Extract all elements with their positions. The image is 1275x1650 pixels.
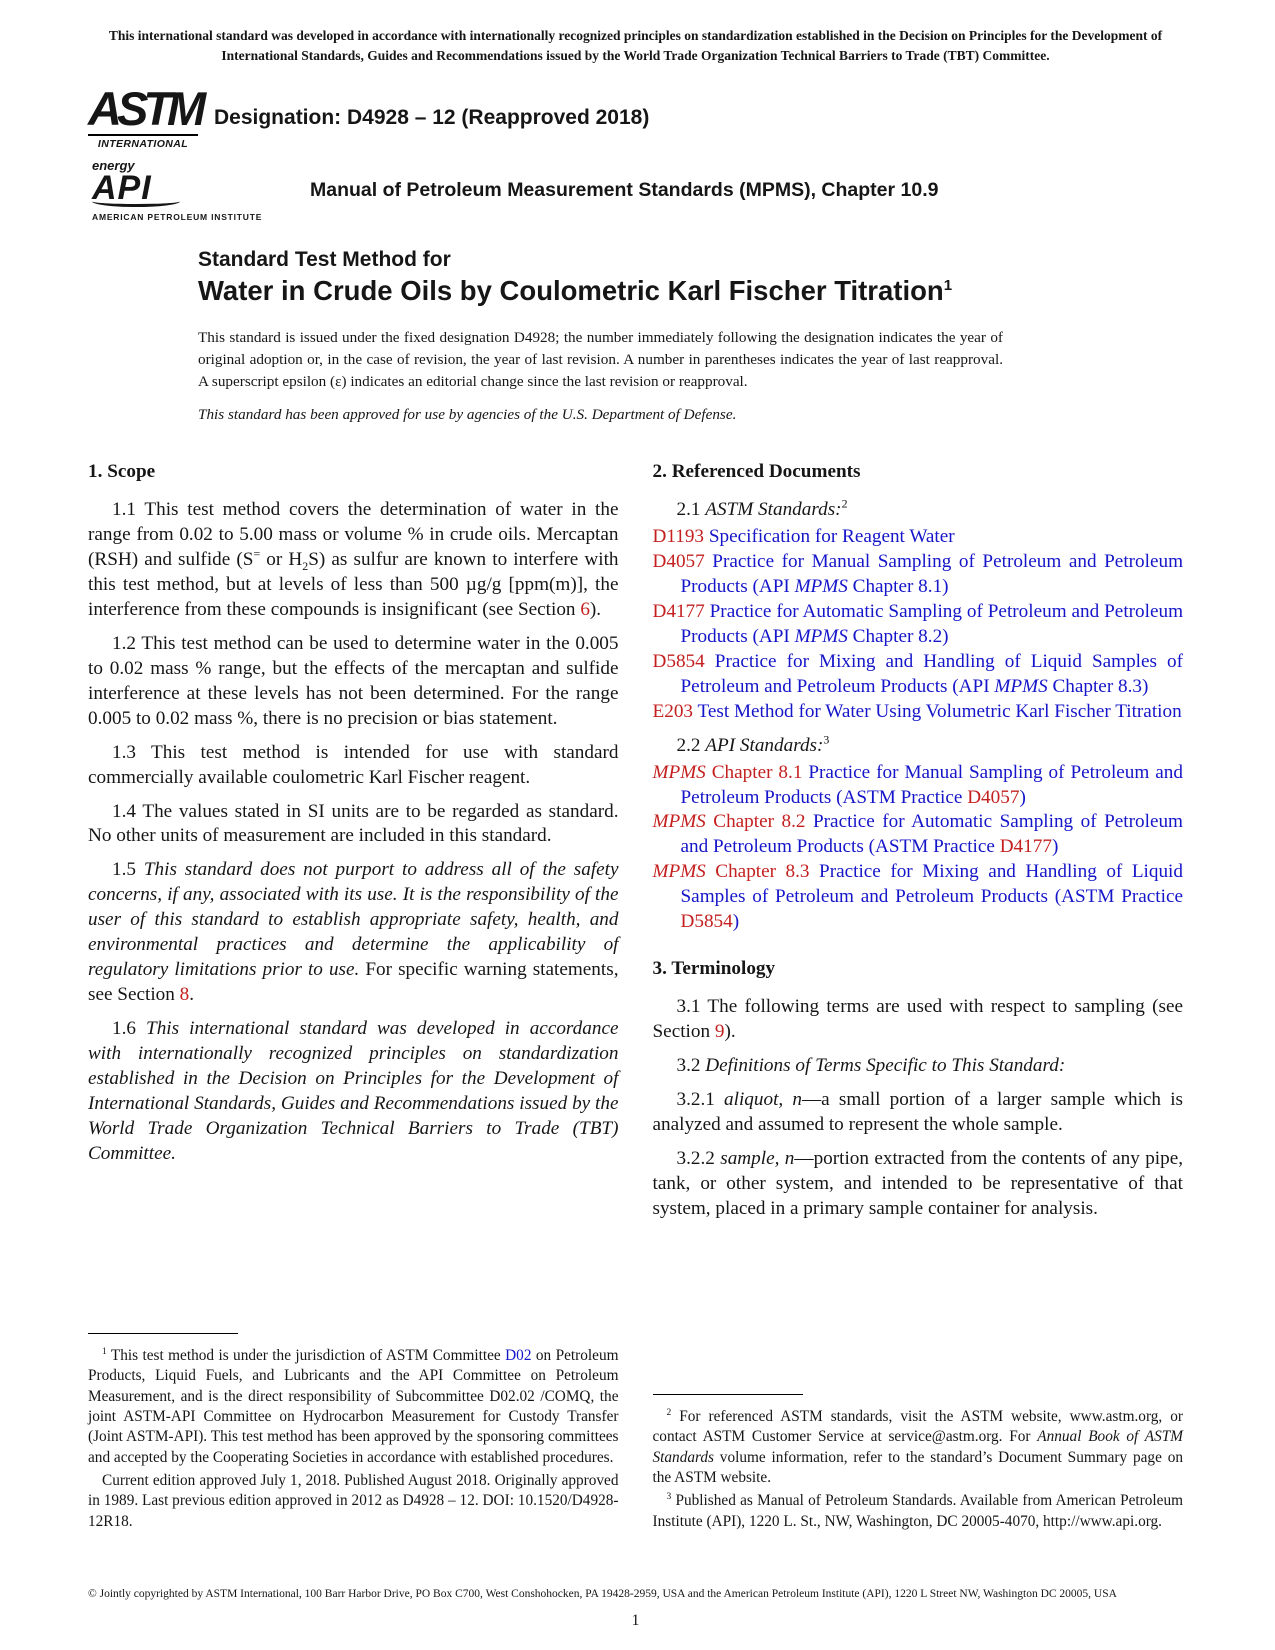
- hyperlink[interactable]: D5854: [680, 911, 733, 933]
- text-segment: 3.2.2: [676, 1147, 721, 1169]
- text-segment: =: [253, 546, 261, 561]
- api-row: [88, 158, 1183, 223]
- text-segment: S) as sulfur are known to interfere with this test method, but at levels of less than 500 µg/g [ppm(m)], the interference from these compounds is insignificant (see Section: [88, 548, 619, 620]
- reference-item-d4057: [653, 550, 1184, 600]
- wto-disclaimer: This international standard was developed in accordance with internationally recognized principles on standardization established in the Decision on Principles for the Development of International Standards, Guides and Recommendations issued by the World Trade Organization Technical Barriers to Trade (TBT) Committee.: [108, 28, 1163, 63]
- text-segment: 1.4 The values stated in SI units are to be regarded as standard. No other units of measurement are included in this standard.: [88, 800, 619, 847]
- two-column-body: [88, 460, 1183, 1532]
- api-logo: [88, 158, 290, 223]
- text-segment: sample, n: [720, 1147, 795, 1169]
- footnote-2: [653, 1407, 1184, 1488]
- footnote-1-continued: [88, 1471, 619, 1532]
- hyperlink[interactable]: MPMS: [652, 861, 706, 883]
- section-heading-referenced-documents: 2. Referenced Documents: [652, 461, 861, 483]
- hyperlink[interactable]: MPMS: [794, 625, 848, 647]
- hyperlink[interactable]: D5854: [652, 650, 705, 672]
- text-segment: 3: [666, 1492, 672, 1503]
- text-segment: API Standards:: [705, 734, 824, 756]
- hyperlink[interactable]: Practice for Manual Sampling of Petroleum and Petroleum Products (API: [680, 550, 1183, 597]
- paragraph-3-2-2: [653, 1147, 1184, 1222]
- text-segment: Definitions of Terms Specific to This Standard:: [705, 1055, 1066, 1077]
- reference-item-d5854: [653, 650, 1184, 700]
- paragraph-2-1: [653, 498, 1184, 523]
- document-title-text: Water in Crude Oils by Coulometric Karl Fischer Titration: [198, 275, 944, 307]
- hyperlink[interactable]: Chapter 8.3): [1047, 675, 1149, 697]
- hyperlink[interactable]: MPMS: [794, 575, 848, 597]
- reference-item-d4177: [653, 600, 1184, 650]
- designation-text: Designation: D4928 – 12 (Reapproved 2018): [214, 106, 650, 130]
- hyperlink[interactable]: Chapter 8.3: [705, 861, 810, 883]
- hyperlink[interactable]: ): [1019, 786, 1026, 808]
- mpms-chapter-line: Manual of Petroleum Measurement Standards (MPMS), Chapter 10.9: [310, 178, 939, 201]
- hyperlink[interactable]: Practice for Mixing and Handling of Liquid Samples of Petroleum and Petroleum Products (ASTM Practice: [680, 861, 1183, 908]
- paragraph-3-1: [653, 995, 1184, 1045]
- text-segment: 2.1: [676, 499, 706, 521]
- hyperlink[interactable]: D4057: [967, 786, 1020, 808]
- text-segment: Annual Book of ASTM Standards: [652, 1428, 1183, 1466]
- title-prefix: Standard Test Method for: [198, 248, 451, 272]
- text-segment: .: [189, 984, 195, 1006]
- hyperlink[interactable]: Practice for Automatic Sampling of Petroleum and Petroleum Products (ASTM Practice: [680, 811, 1183, 858]
- text-segment: volume information, refer to the standard’s Document Summary page on the ASTM website.: [652, 1448, 1183, 1487]
- footnote-divider-right: [653, 1394, 803, 1395]
- text-segment: 3.1 The following terms are used with respect to sampling (see Section: [652, 996, 1183, 1043]
- footnote-3: [653, 1491, 1184, 1532]
- astm-logo-subtext: INTERNATIONAL: [88, 134, 198, 150]
- hyperlink[interactable]: MPMS: [652, 761, 706, 783]
- text-segment: or H: [260, 548, 303, 570]
- text-segment: For referenced ASTM standards, visit the ASTM website, www.astm.org, or contact ASTM Customer Service at service@astm.org. For: [652, 1408, 1183, 1446]
- document-title: [198, 275, 1183, 307]
- designation-row: [88, 82, 1183, 150]
- hyperlink[interactable]: E203: [652, 700, 694, 722]
- text-segment: For specific warning statements, see Section: [88, 959, 619, 1006]
- paragraph-1-4: [88, 800, 619, 850]
- hyperlink[interactable]: ): [1051, 836, 1059, 858]
- reference-item-mpms-8-3: [653, 860, 1184, 935]
- paragraph-3-2: [653, 1054, 1184, 1079]
- paragraph-1-2: [88, 632, 619, 732]
- text-segment: 1.1 This test method covers the determination of water in the range from 0.02 to 5.00 mass or volume % in crude oils. Mercaptan (RSH) and sulfide (S: [88, 499, 619, 570]
- copyright-line: © Jointly copyrighted by ASTM International, 100 Barr Harbor Drive, PO Box C700, West Conshohocken, PA 19428-2959, USA and the American Petroleum Institute (API), 1220 L Street NW, Washington DC 20005, USA: [88, 1588, 1117, 1600]
- reference-item-d1193: [653, 525, 1184, 550]
- astm-reference-list: [653, 525, 1184, 725]
- text-segment: —portion extracted from the contents of any pipe, tank, or other system, and intended to be representative of that system, placed in a primary sample container for analysis.: [652, 1147, 1184, 1219]
- paragraph-2-2: [653, 734, 1184, 759]
- hyperlink[interactable]: MPMS: [652, 811, 706, 833]
- text-segment: —a small portion of a larger sample which is analyzed and assumed to represent the whole sample.: [652, 1089, 1183, 1136]
- page-footer: [88, 1588, 1183, 1630]
- hyperlink[interactable]: 9: [714, 1021, 725, 1043]
- footnote-1: [88, 1346, 619, 1468]
- text-segment: 3: [823, 732, 830, 747]
- paragraph-1-3: [88, 741, 619, 791]
- api-logo-text: API: [92, 168, 152, 207]
- hyperlink[interactable]: Chapter 8.2: [705, 811, 806, 833]
- reference-item-mpms-8-1: [653, 761, 1184, 811]
- footnote-block-left: [88, 1307, 619, 1532]
- hyperlink[interactable]: Chapter 8.1): [847, 575, 949, 597]
- paragraph-1-1: [88, 498, 619, 623]
- text-segment: Published as Manual of Petroleum Standards. Available from American Petroleum Institute (API), 1220 L. St., NW, Washington, DC 20005-4070, http://www.api.org.: [652, 1492, 1183, 1530]
- text-segment: This test method is under the jurisdiction of ASTM Committee: [106, 1347, 506, 1364]
- hyperlink[interactable]: D4177: [652, 600, 705, 622]
- footnote-block-right: [653, 1368, 1184, 1532]
- title-block: [198, 248, 1183, 307]
- hyperlink[interactable]: Test Method for Water Using Volumetric Karl Fischer Titration: [693, 700, 1182, 722]
- text-segment: on Petroleum Products, Liquid Fuels, and Lubricants and the API Committee on Petroleum Measurement, and is the direct responsibility of Subcommittee D02.02 /COMQ, the joint ASTM-API Committee on Hydrocarbon Measurement for Custody Transfer (Joint ASTM-API). This test method has been approved by the sponsoring committees and accepted by the Cooperating Societies in accordance with established procedures.: [88, 1347, 619, 1466]
- text-segment: aliquot, n: [724, 1089, 802, 1111]
- hyperlink[interactable]: D02: [505, 1347, 532, 1364]
- text-segment: 1: [102, 1346, 107, 1357]
- issuance-note: This standard is issued under the fixed designation D4928; the number immediately following the designation indicates the year of original adoption or, in the case of revision, the year of last revision. A number in parentheses indicates the year of last reapproval. A superscript epsilon (ε) indicates an editorial change since the last revision or reapproval.: [198, 329, 1003, 390]
- api-logo-subtext: AMERICAN PETROLEUM INSTITUTE: [92, 212, 263, 223]
- paragraph-3-2-1: [653, 1088, 1184, 1138]
- text-segment: 2.2: [676, 734, 706, 756]
- text-segment: 3.2.1: [676, 1089, 725, 1111]
- text-segment: 1.5: [112, 859, 144, 881]
- hyperlink[interactable]: Specification for Reagent Water: [704, 526, 955, 547]
- paragraph-1-5: [88, 858, 619, 1008]
- page-number: 1: [631, 1612, 640, 1629]
- text-segment: ).: [589, 598, 602, 620]
- right-column: [653, 460, 1184, 1532]
- hyperlink[interactable]: Chapter 8.1: [705, 761, 803, 783]
- left-column: [88, 460, 619, 1532]
- hyperlink[interactable]: MPMS: [994, 675, 1048, 697]
- dod-approval-note: This standard has been approved for use by agencies of the U.S. Department of Defense.: [198, 406, 737, 424]
- hyperlink[interactable]: 6: [580, 598, 590, 620]
- section-heading-terminology: 3. Terminology: [652, 958, 776, 980]
- api-logo-energy-text: energy: [92, 157, 135, 173]
- footnote-divider-left: [88, 1333, 238, 1334]
- text-segment: 2: [841, 496, 848, 511]
- hyperlink[interactable]: Practice for Automatic Sampling of Petroleum and Petroleum Products (API: [680, 600, 1183, 647]
- text-segment: 1.6: [112, 1018, 147, 1040]
- api-reference-list: [653, 761, 1184, 936]
- hyperlink[interactable]: Practice for Manual Sampling of Petroleum and Petroleum Products (ASTM Practice: [680, 761, 1183, 808]
- hyperlink[interactable]: ): [732, 911, 740, 933]
- text-segment: This international standard was developed in accordance with internationally recognized principles on standardization established in the Decision on Principles for the Development of International Standards, Guides and Recommendations issued by the World Trade Organization Technical Barriers to Trade (TBT) Committee.: [88, 1018, 619, 1164]
- text-segment: 3.2: [676, 1055, 706, 1077]
- hyperlink[interactable]: Practice for Mixing and Handling of Liquid Samples of Petroleum and Petroleum Products (API: [680, 650, 1183, 697]
- paragraph-1-6: [88, 1017, 619, 1167]
- text-segment: 2: [666, 1407, 672, 1418]
- hyperlink[interactable]: Chapter 8.2): [847, 625, 949, 647]
- title-footnote-ref: 1: [943, 277, 953, 295]
- reference-item-mpms-8-2: [653, 810, 1184, 860]
- text-segment: 1.2 This test method can be used to determine water in the 0.005 to 0.02 mass % range, but the effects of the mercaptan and sulfide interference at these levels has not been determined. For the range 0.005 to 0.02 mass %, there is no precision or bias statement.: [88, 632, 619, 729]
- text-segment: ASTM Standards:: [705, 499, 842, 521]
- section-heading-scope: 1. Scope: [88, 461, 156, 483]
- hyperlink[interactable]: D1193: [652, 526, 705, 547]
- hyperlink[interactable]: 8: [179, 984, 190, 1006]
- text-segment: This standard does not purport to address all of the safety concerns, if any, associated with its use. It is the responsibility of the user of this standard to establish appropriate safety, health, and environmental practices and determine the applicability of regulatory limitations prior to use.: [88, 859, 619, 981]
- hyperlink[interactable]: D4057: [652, 550, 705, 572]
- reference-item-e203: [653, 700, 1184, 725]
- astm-logo-text: ASTM: [88, 82, 202, 136]
- text-segment: 2: [302, 558, 309, 573]
- text-segment: ).: [724, 1021, 736, 1043]
- astm-logo: [88, 82, 202, 150]
- text-segment: Current edition approved July 1, 2018. Published August 2018. Originally approved in 1989. Last previous edition approved in 2012 as D4928 – 12. DOI: 10.1520/D4928-12R18.: [88, 1472, 619, 1530]
- text-segment: 1.3 This test method is intended for use with standard commercially available coulometric Karl Fischer reagent.: [88, 741, 619, 788]
- hyperlink[interactable]: D4177: [999, 836, 1052, 858]
